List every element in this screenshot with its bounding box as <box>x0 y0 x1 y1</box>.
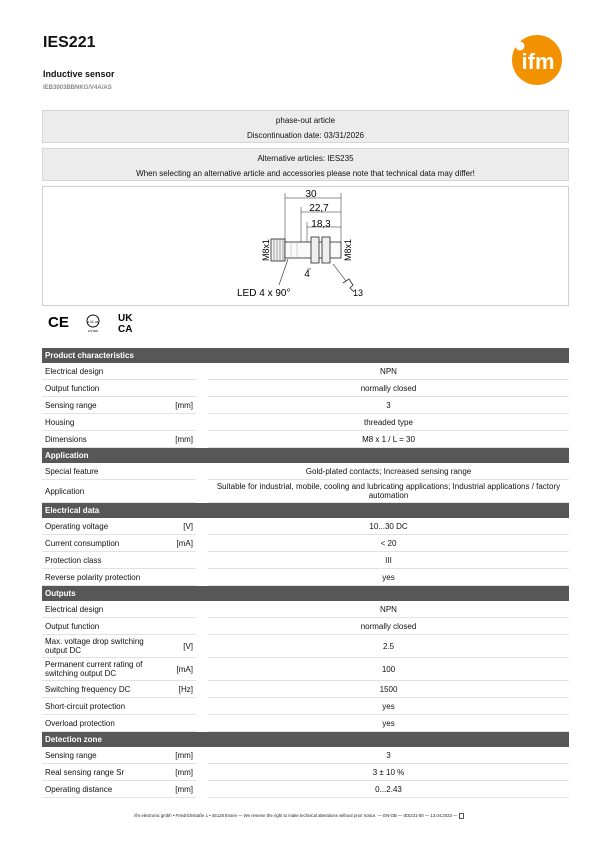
spec-unit <box>168 480 196 503</box>
spec-label: Permanent current rating of switching output DC <box>42 658 168 681</box>
spec-unit: [V] <box>168 518 196 535</box>
spec-unit <box>168 414 196 431</box>
section-title: Outputs <box>42 586 569 602</box>
spec-unit: [mm] <box>168 431 196 448</box>
spec-gap <box>196 681 208 698</box>
spec-value: 1500 <box>208 681 569 698</box>
footer-text: ifm electronic gmbh • Friedrichstraße 1 • 45128 Essen — We reserve the right to make technical alterations without prior notice. — EN-GB — IES221-00 — 13.04.2023 — <box>134 813 458 819</box>
spec-value: 3 <box>208 397 569 414</box>
spec-unit <box>168 363 196 380</box>
page-footer <box>0 813 598 819</box>
spec-unit <box>168 715 196 732</box>
spec-value: 100 <box>208 658 569 681</box>
spec-label: Current consumption <box>42 535 168 552</box>
spec-row <box>42 601 569 618</box>
spec-unit <box>168 601 196 618</box>
spec-label: Protection class <box>42 552 168 569</box>
article-code: IEB3003BBNKG/V4A/AS <box>43 85 112 91</box>
spec-row <box>42 764 569 781</box>
spec-label: Short-circuit protection <box>42 698 168 715</box>
spec-row <box>42 463 569 480</box>
ukca-bottom: CA <box>118 324 133 334</box>
spec-row <box>42 397 569 414</box>
ifm-logo <box>507 34 567 86</box>
spec-gap <box>196 518 208 535</box>
ce-mark: CE <box>48 314 69 331</box>
spec-gap <box>196 552 208 569</box>
spec-row <box>42 380 569 397</box>
spec-row <box>42 552 569 569</box>
spec-table <box>42 348 569 798</box>
spec-label: Reverse polarity protection <box>42 569 168 586</box>
spec-row <box>42 535 569 552</box>
spec-row <box>42 681 569 698</box>
spec-value: normally closed <box>208 618 569 635</box>
spec-unit: [mm] <box>168 397 196 414</box>
spec-label: Operating distance <box>42 781 168 798</box>
spec-label: Sensing range <box>42 397 168 414</box>
spec-gap <box>196 764 208 781</box>
spec-unit <box>168 569 196 586</box>
spec-unit <box>168 463 196 480</box>
spec-row <box>42 658 569 681</box>
phase-out-notice <box>42 110 569 143</box>
spec-value: 10...30 DC <box>208 518 569 535</box>
discontinuation-date: Discontinuation date: 03/31/2026 <box>247 131 364 140</box>
spec-label: Housing <box>42 414 168 431</box>
spec-row <box>42 518 569 535</box>
section-header <box>42 348 569 363</box>
spec-value: Gold-plated contacts; Increased sensing range <box>208 463 569 480</box>
spec-row <box>42 569 569 586</box>
spec-value: 2.5 <box>208 635 569 658</box>
spec-row <box>42 618 569 635</box>
spec-row <box>42 363 569 380</box>
spec-gap <box>196 715 208 732</box>
spec-label: Output function <box>42 380 168 397</box>
spec-label: Real sensing range Sr <box>42 764 168 781</box>
section-header <box>42 448 569 464</box>
spec-unit <box>168 380 196 397</box>
spec-value: yes <box>208 698 569 715</box>
section-title: Electrical data <box>42 503 569 519</box>
ul-mark: c UL us <box>87 320 99 324</box>
dim-4: 4 <box>304 269 310 280</box>
section-header <box>42 586 569 602</box>
spec-label: Overload protection <box>42 715 168 732</box>
spec-row <box>42 747 569 764</box>
dimension-drawing <box>42 186 569 306</box>
spec-gap <box>196 431 208 448</box>
logo-text: ifm <box>521 49 555 74</box>
spec-gap <box>196 480 208 503</box>
spec-unit <box>168 618 196 635</box>
spec-label: Electrical design <box>42 363 168 380</box>
spec-label: Electrical design <box>42 601 168 618</box>
spec-unit <box>168 698 196 715</box>
spec-unit: [V] <box>168 635 196 658</box>
certification-marks <box>48 310 148 334</box>
spec-row <box>42 414 569 431</box>
spec-row <box>42 635 569 658</box>
spec-value: III <box>208 552 569 569</box>
spec-value: NPN <box>208 363 569 380</box>
phase-out-label: phase-out article <box>275 116 336 125</box>
spec-gap <box>196 781 208 798</box>
section-header <box>42 503 569 519</box>
spec-unit: [mm] <box>168 747 196 764</box>
spec-label: Max. voltage drop switching output DC <box>42 635 168 658</box>
spec-gap <box>196 601 208 618</box>
spec-row <box>42 715 569 732</box>
section-title: Application <box>42 448 569 464</box>
spec-gap <box>196 463 208 480</box>
spec-unit: [mA] <box>168 658 196 681</box>
spec-label: Output function <box>42 618 168 635</box>
section-title: Detection zone <box>42 732 569 748</box>
dim-22-7: 22,7 <box>309 203 329 214</box>
sensor-drawing <box>43 187 568 305</box>
alternative-articles: Alternative articles: IES235 <box>257 154 354 163</box>
thread-right: M8x1 <box>343 238 353 262</box>
spec-row <box>42 698 569 715</box>
spec-value: M8 x 1 / L = 30 <box>208 431 569 448</box>
spec-label: Operating voltage <box>42 518 168 535</box>
spec-gap <box>196 698 208 715</box>
ukca-top: UK <box>118 313 133 324</box>
spec-unit: [Hz] <box>168 681 196 698</box>
section-title: Product characteristics <box>42 348 569 363</box>
alternative-notice <box>42 148 569 181</box>
spec-label: Sensing range <box>42 747 168 764</box>
spec-gap <box>196 535 208 552</box>
spec-gap <box>196 618 208 635</box>
spec-label: Dimensions <box>42 431 168 448</box>
spec-value: threaded type <box>208 414 569 431</box>
spec-unit <box>168 552 196 569</box>
spec-label: Application <box>42 480 168 503</box>
product-title: IES221 <box>43 34 96 51</box>
spec-value: normally closed <box>208 380 569 397</box>
spec-label: Special feature <box>42 463 168 480</box>
spec-gap <box>196 414 208 431</box>
spec-unit: [mA] <box>168 535 196 552</box>
footer-box-icon <box>459 813 464 819</box>
spec-gap <box>196 747 208 764</box>
thread-left: M8x1 <box>261 238 271 262</box>
spec-value: yes <box>208 715 569 732</box>
spec-gap <box>196 397 208 414</box>
spec-unit: [mm] <box>168 781 196 798</box>
spec-gap <box>196 635 208 658</box>
spec-row <box>42 480 569 503</box>
spec-gap <box>196 380 208 397</box>
spec-value: 3 ± 10 % <box>208 764 569 781</box>
spec-value: NPN <box>208 601 569 618</box>
alternative-warning: When selecting an alternative article and accessories please note that technical data may differ! <box>136 169 475 178</box>
spec-label: Switching frequency DC <box>42 681 168 698</box>
section-header <box>42 732 569 748</box>
spec-value: 3 <box>208 747 569 764</box>
spec-value: yes <box>208 569 569 586</box>
spec-value: 0...2.43 <box>208 781 569 798</box>
ul-listed: LISTED <box>87 329 99 333</box>
spec-gap <box>196 658 208 681</box>
spec-value: < 20 <box>208 535 569 552</box>
spec-value: Suitable for industrial, mobile, cooling and lubricating applications; Industrial applications / factory automation <box>208 480 569 503</box>
spec-gap <box>196 363 208 380</box>
spec-row <box>42 431 569 448</box>
dim-30: 30 <box>305 189 317 200</box>
spec-row <box>42 781 569 798</box>
wrench-size: 13 <box>352 288 364 298</box>
spec-unit: [mm] <box>168 764 196 781</box>
spec-gap <box>196 569 208 586</box>
led-label: LED 4 x 90° <box>237 288 291 299</box>
dim-18-3: 18,3 <box>311 219 331 230</box>
product-subtitle: Inductive sensor <box>43 69 115 79</box>
